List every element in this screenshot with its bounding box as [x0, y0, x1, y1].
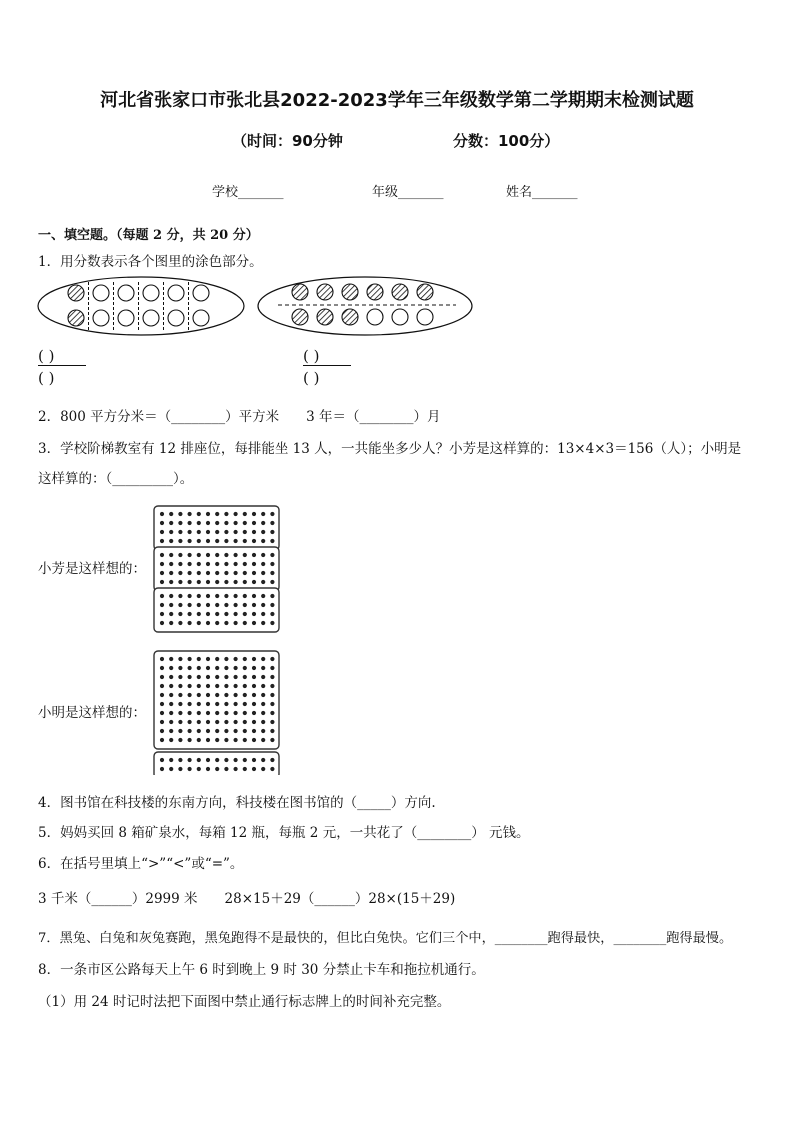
name-field[interactable]: 姓名_______	[506, 185, 578, 200]
question-7: 7．黑兔、白兔和灰兔赛跑，黑兔跑得不是最快的，但比白兔快。它们三个中，________跑得最快，________跑得最慢。	[38, 931, 733, 946]
numerator-blank: ( )	[38, 347, 55, 365]
school-field[interactable]: 学校_______	[212, 185, 284, 200]
dot-array-figures	[150, 500, 285, 775]
denominator-blank: ( )	[38, 369, 55, 387]
grade-field[interactable]: 年级_______	[372, 185, 444, 200]
xiaofang-block-3	[154, 588, 279, 632]
oval-figure-left	[36, 276, 246, 340]
question-6: 6．在括号里填上“>”“<”或“=”。	[38, 856, 244, 872]
xiaoming-block-10-rows	[154, 651, 279, 749]
xiaofang-block-1	[154, 506, 279, 550]
question-3-line-2: 这样算的：（_________）。	[38, 471, 194, 487]
question-3-line-1: 3．学校阶梯教室有 12 排座位，每排能坐 13 人，一共能坐多少人？小芳是这样算的：13×4×3＝156（人）；小明是	[38, 441, 742, 457]
page-title: 河北省张家口市张北县2022-2023学年三年级数学第二学期期末检测试题	[100, 90, 694, 111]
xiaofang-label: 小芳是这样想的：	[38, 561, 146, 577]
question-8: 8．一条市区公路每天上午 6 时到晚上 9 时 30 分禁止卡车和拖拉机通行。	[38, 962, 485, 978]
question-8-part-1: （1）用 24 时记时法把下面图中禁止通行标志牌上的时间补充完整。	[38, 994, 451, 1010]
question-4: 4．图书馆在科技楼的东南方向，科技楼在图书馆的（_____）方向.	[38, 795, 436, 811]
xiaofang-block-2	[154, 547, 279, 591]
fraction-blank-right[interactable]	[303, 347, 351, 387]
question-2: 2．800 平方分米＝（________）平方米 3 年＝（________）月	[38, 409, 441, 425]
question-6-items: 3 千米（______）2999 米 28×15＋29（______）28×(15＋29)	[38, 891, 456, 907]
question-1: 1．用分数表示各个图里的涂色部分。	[38, 254, 263, 270]
numerator-blank: ( )	[303, 347, 320, 365]
oval-figure-right	[256, 276, 476, 340]
exam-score: 分数：100分）	[453, 132, 560, 150]
section-heading: 一、填空题。（每题 2 分，共 20 分）	[38, 228, 259, 243]
fraction-blank-left[interactable]	[38, 347, 86, 387]
denominator-blank: ( )	[303, 369, 320, 387]
xiaoming-label: 小明是这样想的：	[38, 705, 146, 721]
exam-time: （时间：90分钟	[232, 132, 343, 150]
xiaoming-block-2-rows	[154, 752, 279, 775]
question-5: 5．妈妈买回 8 箱矿泉水，每箱 12 瓶，每瓶 2 元，一共花了（________） 元钱。	[38, 825, 530, 841]
